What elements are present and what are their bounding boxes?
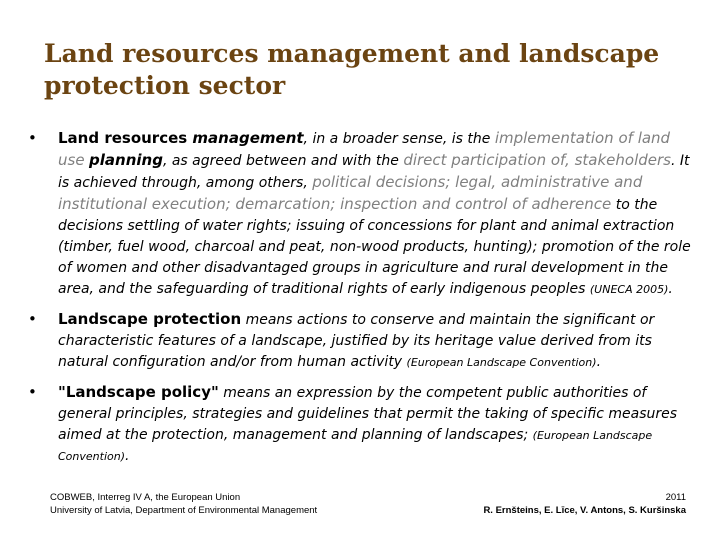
term-land-resources: Land resources (58, 129, 193, 147)
term-management: management (192, 129, 304, 147)
footer-right (483, 491, 686, 517)
keyword-direct-participation: direct participation of, stakeholders (403, 151, 671, 169)
text-segment: means an expression by the competent public authorities of general principles, strategies and guidelines that permit the taking of specific measures aimed at the protection, management and planning of landscapes; (58, 385, 678, 443)
text-segment: , as agreed between and with the (162, 153, 404, 169)
text-segment: . It is achieved through, among others, (58, 153, 690, 191)
text-segment: to the decisions settling of water rights; issuing of concessions for plant and animal extraction (timber, fuel wood, charcoal and peat, non-wood products, hunting); promotion of the role of women and other disadvantaged groups in agriculture and rural development in the area, and the safeguarding of traditional rights of early indigenous peoples (58, 197, 691, 297)
footer-year: 2011 (665, 492, 686, 503)
bullet-land-resources-management (28, 128, 700, 300)
keyword-political-decisions: political decisions; legal, administrative and institutional execution; demarcation; inspection and control of adherence (58, 173, 643, 213)
footer-authors: R. Ernšteins, E. Līce, V. Antons, S. Kuršinska (483, 505, 686, 516)
footer-university: University of Latvia, Department of Environmental Management (50, 505, 318, 516)
bullet-text (58, 382, 700, 467)
text-segment: . (125, 448, 130, 464)
bullet-text (58, 128, 700, 300)
bullet-landscape-protection (28, 309, 700, 373)
keyword-implementation: implementation of land use (58, 129, 671, 169)
bullet-marker: • (28, 129, 37, 147)
text-segment: means actions to conserve and maintain the significant or characteristic features of a landscape, justified by its heritage value derived from its natural configuration and/or from human activity (58, 312, 655, 370)
source-citation: (European Landscape Convention) (58, 429, 653, 463)
term-landscape-protection: Landscape protection (58, 310, 242, 328)
bullet-marker: • (28, 310, 37, 328)
footer-project: COBWEB, Interreg IV A, the European Union (50, 492, 241, 503)
text-segment: , in a broader sense, is the (303, 131, 495, 147)
slide-title (44, 38, 704, 102)
bullet-list (28, 128, 700, 476)
keyword-planning: planning (89, 151, 163, 169)
bullet-marker: • (28, 383, 37, 401)
source-citation: (European Landscape Convention) (406, 356, 597, 369)
bullet-text (58, 309, 700, 373)
slide-title-line1: Land resources management and landscape (44, 39, 660, 68)
footer-left (50, 491, 317, 517)
bullet-landscape-policy (28, 382, 700, 467)
slide-title-line2: protection sector (44, 71, 286, 100)
text-segment: . (668, 281, 673, 297)
term-landscape-policy: "Landscape policy" (58, 383, 219, 401)
source-citation: (UNECA 2005) (589, 283, 669, 296)
text-segment: . (596, 354, 602, 370)
